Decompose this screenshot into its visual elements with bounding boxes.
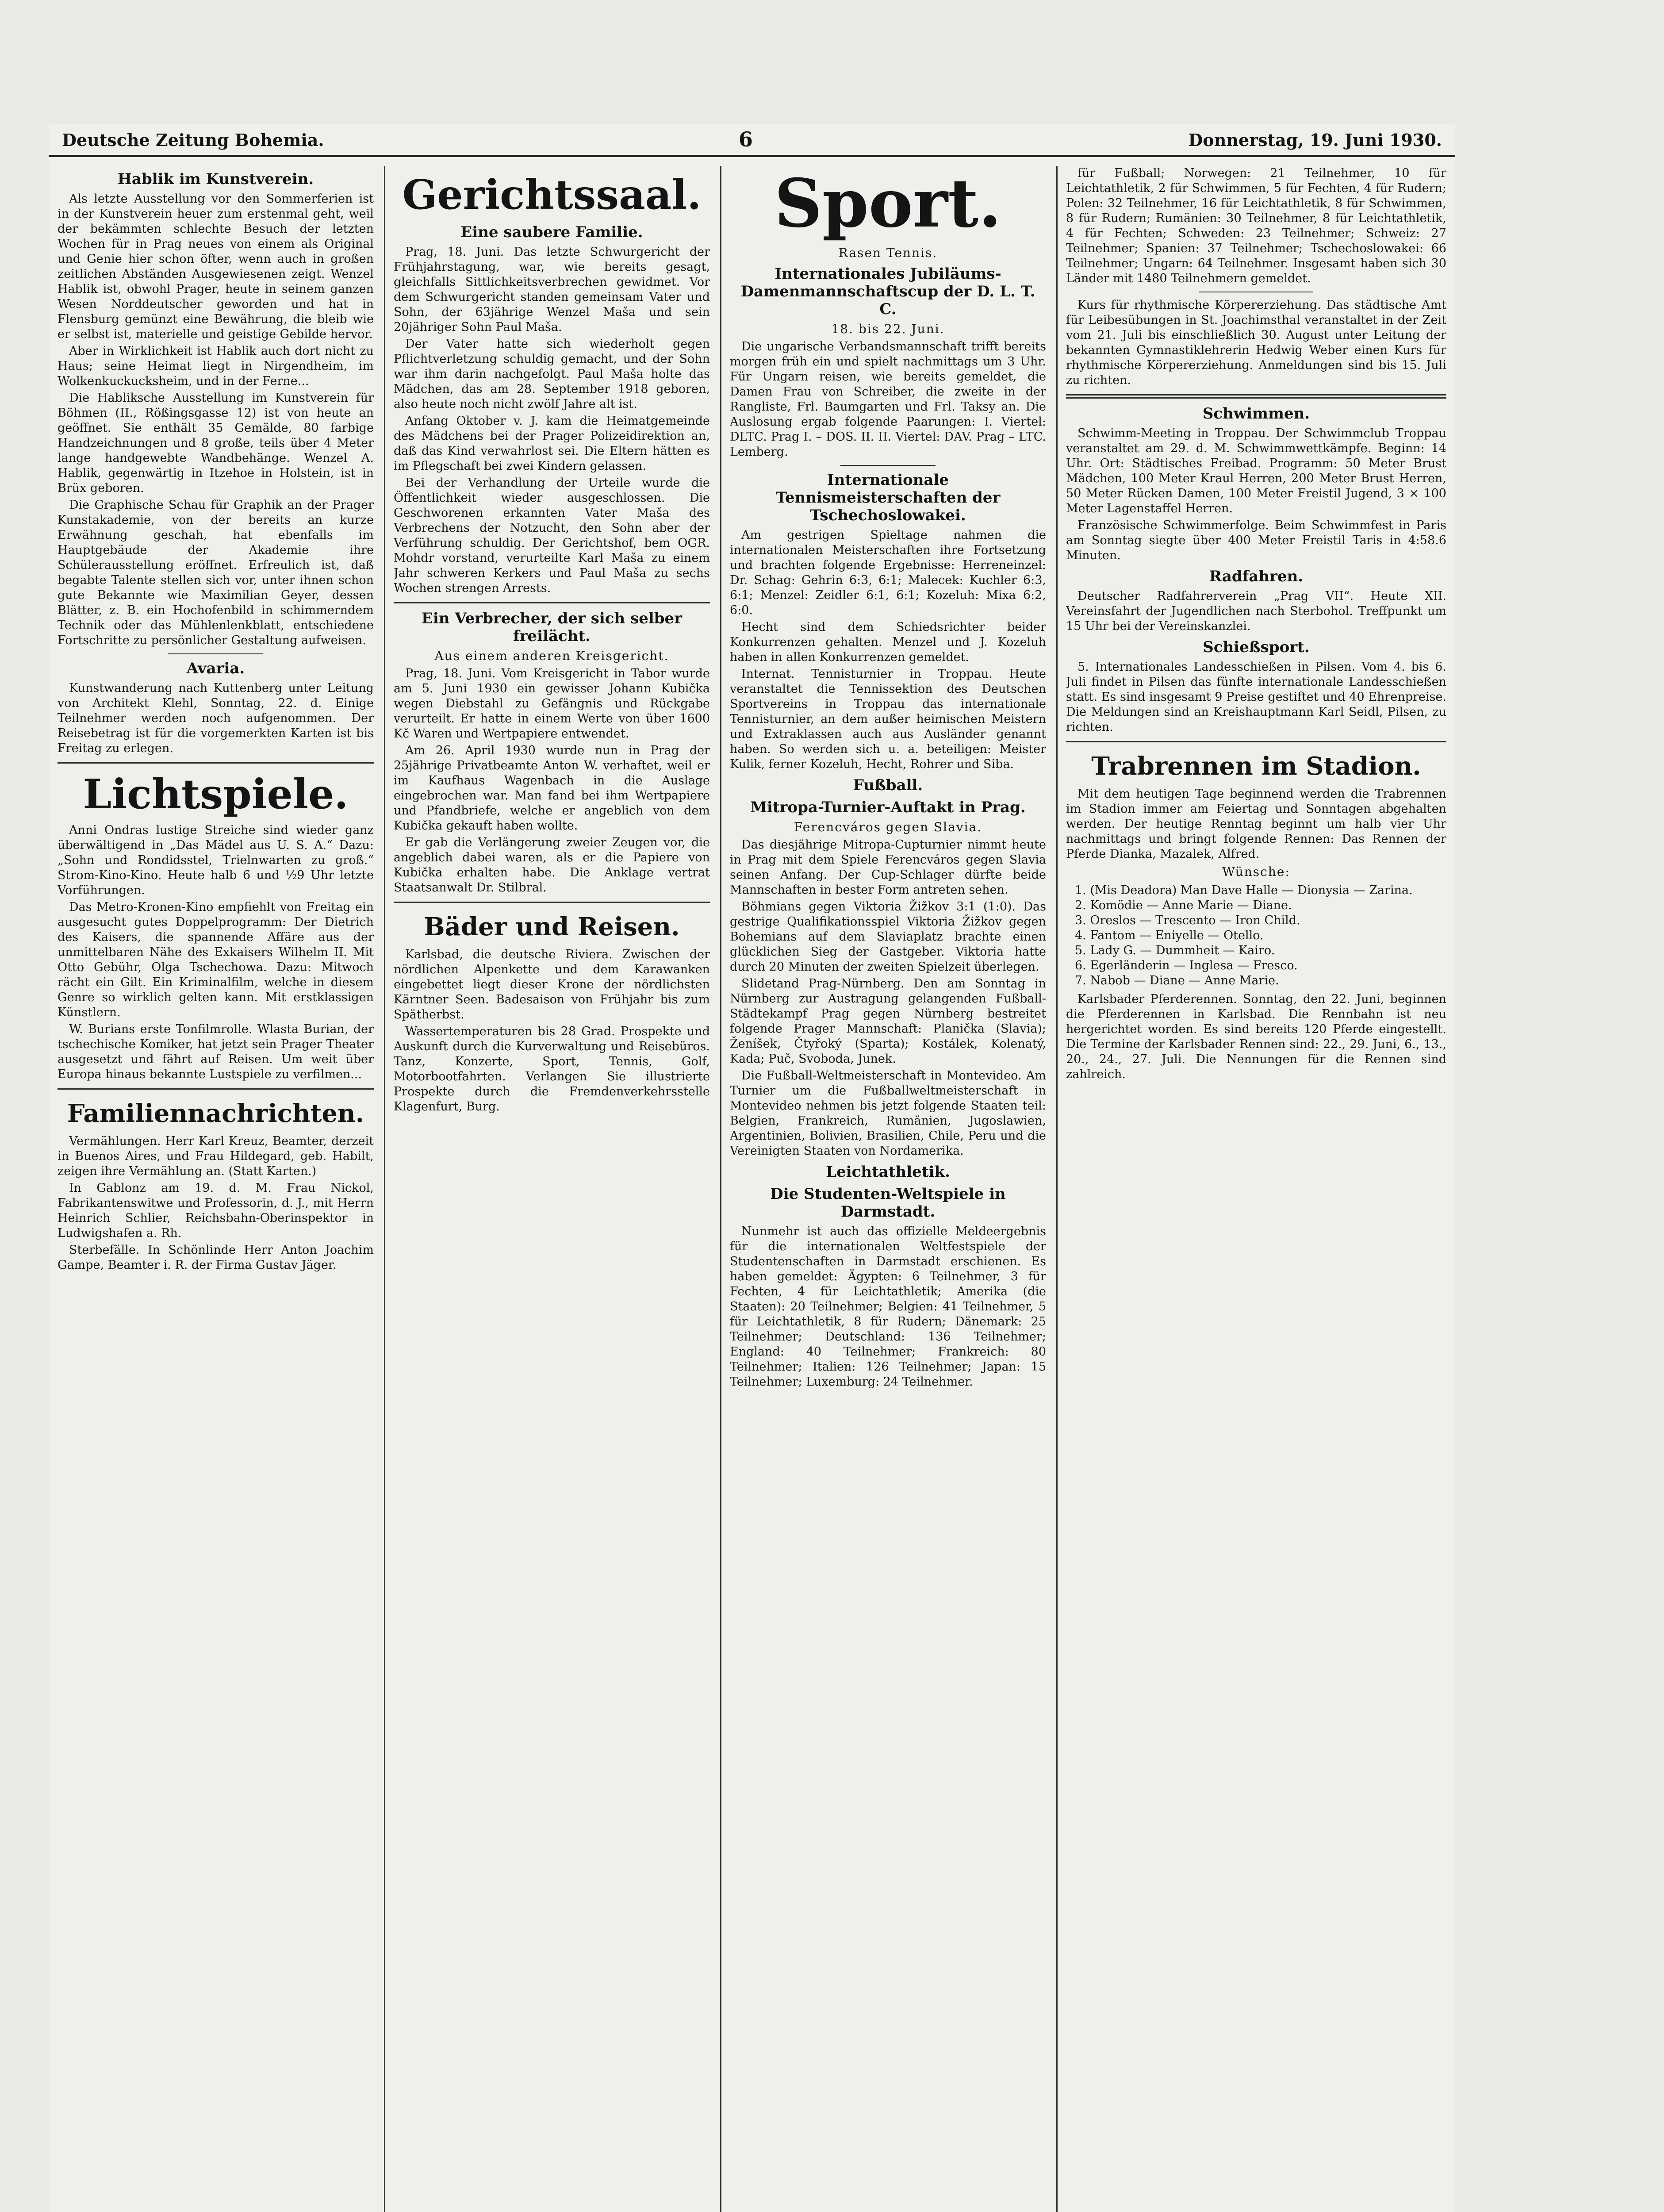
separator — [1066, 394, 1446, 399]
headline-darmstadt: Die Studenten-Weltspiele in Darmstadt. — [770, 1185, 1006, 1221]
separator — [58, 1088, 374, 1090]
section-schiesssport: Schießsport. — [1203, 638, 1310, 656]
article-paragraph: Karlsbad, die deutsche Riviera. Zwischen der nördlichen Alpenkette und dem Karawanken eingebettet liegt dieser Krone der nördlichsten Kärntner Seen. Badesaison von Frühjahr bis zum Spätherbst. — [394, 948, 710, 1022]
column-3 — [730, 166, 1046, 2212]
headline-avaria: Avaria. — [186, 660, 245, 677]
article-paragraph: Sterbefälle. In Schönlinde Herr Anton Joachim Gampe, Beamter i. R. der Firma Gustav Jäger. — [58, 1243, 374, 1272]
headline-jubilaeum: Internationales Jubiläums-Damenmannschaftscup der D. L. T. C. — [740, 265, 1035, 318]
headline-familiennachrichten: Familiennachrichten. — [67, 1099, 364, 1128]
list-item: 6. Egerländerin — Inglesa — Fresco. — [1075, 959, 1298, 972]
article-paragraph: Anfang Oktober v. J. kam die Heimatgemeinde des Mädchens bei der Prager Polizeidirektion an, daß das Kind verwahrlost sei. Die Eltern hätten es im Pflegschaft bei zwei Kindern gelassen. — [394, 414, 710, 473]
article-paragraph: Kurs für rhythmische Körpererziehung. Das städtische Amt für Leibesübungen in St. Joachimsthal veranstaltet in der Zeit vom 21. Juli bis einschließlich 30. August unter Leitung der bekannten Gymnastiklehrerin Hedwig Weber einen Kurs für rhythmische Körpererziehung. Anmeldungen sind bis 15. Juli zu richten. — [1066, 298, 1446, 387]
list-item: 2. Komödie — Anne Marie — Diane. — [1075, 899, 1292, 912]
article-paragraph: Internat. Tennisturnier in Troppau. Heute veranstaltet die Tennissektion des Deutschen Sportvereins in Troppau das internationale Tennisturnier, an dem außer heimischen Meistern und Extraklassen auch aus Ausländer genannt haben. So werden sich u. a. beteiligen: Meister Kulik, ferner Kozeluh, Hecht, Rohrer und Siba. — [730, 667, 1046, 771]
column-rule — [1056, 166, 1058, 2212]
article-paragraph: Vermählungen. Herr Karl Kreuz, Beamter, derzeit in Buenos Aires, und Frau Hildegard, geb. Habilt, zeigen ihre Vermählung an. (Statt Karten.) — [58, 1134, 374, 1178]
section-fussball: Fußball. — [853, 776, 923, 794]
article-paragraph: Deutscher Radfahrerverein „Prag VII“. Heute XII. Vereinsfahrt der Jugendlichen nach Sterbohol. Treffpunkt um 15 Uhr bei der Vereinskanzlei. — [1066, 589, 1446, 633]
article-paragraph: 5. Internationales Landesschießen in Pilsen. Vom 4. bis 6. Juli findet in Pilsen das fünfte internationale Landesschießen statt. Es sind insgesamt 9 Preise gestiftet und 40 Ehrenpreise. Die Meldungen sind an Kreishauptmann Karl Seidl, Pilsen, zu richten. — [1066, 660, 1446, 734]
headline-saubere-familie: Eine saubere Familie. — [460, 223, 643, 241]
separator — [394, 602, 710, 603]
article-paragraph: Hecht sind dem Schiedsrichter beider Konkurrenzen gehalten. Menzel und J. Kozeluh haben in allen Konkurrenzen gemeldet. — [730, 620, 1046, 664]
dates-jubilaeum: 18. bis 22. Juni. — [831, 322, 945, 336]
article-paragraph: Als letzte Ausstellung vor den Sommerferien ist in der Kunstverein heuer zum erstenmal geht, weil der bekämmten schlechte Besuch der letzten Wochen für in Prag neues von einem als Original und Genie hier schon öfter, wenn auch in großen zeitlichen Abständen Ausgewiesenen zeigt. Wenzel Hablik ist, obwohl Prager, heute in seinem ganzen Wesen Norddeutscher geworden und hat in Flensburg gemünzt eine Bewährung, die bleib wie er selbst ist, materielle und geistige Gebilde hervor. — [58, 192, 374, 341]
article-paragraph: Bei der Verhandlung der Urteile wurde die Öffentlichkeit wieder ausgeschlossen. Die Geschworenen erkannten Vater Maša des Verbrechens der Notzucht, den Sohn aber der Verführung schuldig. Der Gerichtshof, bem OGR. Mohdr vorstand, verurteilte Karl Maša zu einem Jahr schweren Kerkers und Paul Maša zu sechs Wochen strengen Arrests. — [394, 476, 710, 595]
article-paragraph: In Gablonz am 19. d. M. Frau Nickol, Fabrikantenswitwe und Professorin, d. J., mit Herrn Heinrich Schlier, Reichsbahn-Oberinspektor in Ludwigshafen a. Rh. — [58, 1181, 374, 1240]
headline-hablik: Hablik im Kunstverein. — [117, 170, 314, 188]
subheadline-verbrecher: Aus einem anderen Kreisgericht. — [434, 649, 669, 663]
winners-list — [1075, 883, 1446, 988]
headline-baeder: Bäder und Reisen. — [424, 912, 680, 941]
headline-verbrecher: Ein Verbrecher, der sich selber freilächt. — [421, 610, 682, 645]
separator — [1066, 741, 1446, 742]
list-item: 1. (Mis Deadora) Man Dave Halle — Dionysia — Zarina. — [1075, 883, 1413, 897]
issue-date: Donnerstag, 19. Juni 1930. — [1188, 130, 1442, 150]
article-paragraph: Die Habliksche Ausstellung im Kunstverein für Böhmen (II., Rößingsgasse 12) ist von heute an geöffnet. Sie enthält 35 Gemälde, 80 farbige Handzeichnungen und 8 große, teils über 4 Meter lange handgewebte Wandbehänge. Wenzel A. Hablik, gegenwärtig in Itzehoe in Holstein, ist in Brüx geboren. — [58, 391, 374, 495]
column-2 — [394, 166, 710, 2212]
headline-sport: Sport. — [774, 166, 1002, 242]
column-rule — [720, 166, 721, 2212]
article-paragraph: Am 26. April 1930 wurde nun in Prag der 25jährige Privatbeamte Anton W. verhaftet, weil er im Kaufhaus Wagenbach in die Auslage eingebrochen war. Man fand bei ihm Wertpapiere und Pfandbriefe, welche er angeblich von dem Kubička gekauft haben wollte. — [394, 744, 710, 833]
article-paragraph: für Fußball; Norwegen: 21 Teilnehmer, 10 für Leichtathletik, 2 für Schwimmen, 5 für Fechten, 4 für Rudern; Polen: 32 Teilnehmer, 16 für Leichtathletik, 8 für Schwimmen, 8 für Rudern; Rumänien: 30 Teilnehmer, 8 für Leichtathletik, 4 für Fechten; Schweden: 23 Teilnehmer; Schweiz: 27 Teilnehmer; Spanien: 37 Teilnehmer; Tschechoslowakei: 66 Teilnehmer; Ungarn: 64 Teilnehmer. Insgesamt haben sich 30 Länder mit 1480 Teilnehmern gemeldet. — [1066, 166, 1446, 285]
section-tennis: Rasen Tennis. — [838, 246, 938, 260]
headline-tennismeisterschaften: Internationale Tennismeisterschaften der Tschechoslowakei. — [775, 471, 1001, 524]
separator — [58, 762, 374, 764]
article-paragraph: Das Metro-Kronen-Kino empfiehlt von Freitag ein ausgesucht gutes Doppelprogramm: Der Dietrich des Kaisers, die spannende Affäre aus der unmittelbaren Nähe des Exkaisers Wilhelm II. Mit Otto Gebühr, Olga Tschechowa. Dazu: Mitwoch rächt ein Gilt. Ein Kriminalfilm, welche in diesem Genre so wirklich gelten kann. Mit erstklassigen Künstlern. — [58, 900, 374, 1019]
article-paragraph: Aber in Wirklichkeit ist Hablik auch dort nicht zu Haus; seine Heimat liegt in Nirgendheim, im Wolkenkuckucksheim, und in der Ferne... — [58, 344, 374, 388]
column-rule — [384, 166, 385, 2212]
separator — [840, 465, 936, 466]
article-paragraph: Wassertemperaturen bis 28 Grad. Prospekte und Auskunft durch die Kurverwaltung und Reisebüros. Tanz, Konzerte, Sport, Tennis, Golf, Motorbootfahrten. Verlangen Sie illustrierte Prospekte durch die Fremdenverkehrsstelle Klagenfurt, Burg. — [394, 1025, 710, 1114]
headline-gerichtssaal: Gerichtssaal. — [402, 171, 702, 219]
headline-lichtspiele: Lichtspiele. — [83, 770, 349, 818]
column-1 — [58, 166, 374, 2212]
article-paragraph: Schwimm-Meeting in Troppau. Der Schwimmclub Troppau veranstaltet am 29. d. M. Schwimmwettkämpfe. Beginn: 14 Uhr. Ort: Städtisches Freibad. Programm: 50 Meter Brust Mädchen, 100 Meter Kraul Herren, 200 Meter Brust Herren, 50 Meter Rücken Damen, 100 Meter Freistil Jugend, 3 × 100 Meter Lagenstaffel Herren. — [1066, 426, 1446, 515]
article-paragraph: Böhmians gegen Viktoria Žižkov 3:1 (1:0). Das gestrige Qualifikationsspiel Viktoria Žižkov gegen Bohemians auf dem Slaviaplatz brachte einen glücklichen Sieg der Gastgeber. Viktoria hatte durch 20 Minuten der zweiten Spielzeit überlegen. — [730, 900, 1046, 974]
list-item: 3. Oreslos — Trescento — Iron Child. — [1075, 914, 1300, 927]
article-paragraph: Karlsbader Pferderennen. Sonntag, den 22. Juni, beginnen die Pferderennen in Karlsbad. Die Rennbahn ist neu hergerichtet worden. Es sind bereits 120 Pferde eingestellt. Die Termine der Karlsbader Rennen sind: 22., 29. Juni, 6., 13., 20., 24., 27. Juli. Die Nennungen für die Rennen sind zahlreich. — [1066, 992, 1446, 1081]
subheadline-mitropa: Ferencváros gegen Slavia. — [794, 820, 982, 834]
separator — [394, 902, 710, 903]
section-radfahren: Radfahren. — [1209, 568, 1304, 585]
masthead — [49, 124, 1455, 157]
article-paragraph: Mit dem heutigen Tage beginnend werden die Trabrennen im Stadion immer am Feiertag und Sonntagen abgehalten werden. Der heutige Renntag beginnt um halb vier Uhr nachmittags und bringt folgende Rennen: Das Rennen der Pferde Dianka, Mazalek, Alfred. — [1066, 787, 1446, 861]
article-paragraph: Kunstwanderung nach Kuttenberg unter Leitung von Architekt Klehl, Sonntag, 22. d. Einige Teilnehmer werden noch aufgenommen. Der Reisebetrag ist für die vorgemerkten Karten ist bis Freitag zu erlegen. — [58, 681, 374, 755]
article-paragraph: Die ungarische Verbandsmannschaft trifft bereits morgen früh ein und spielt nachmittags um 3 Uhr. Für Ungarn reisen, wie bereits gemeldet, die Damen Frau von Schreiber, die zweite in der Rangliste, Frl. Baumgarten und Frl. Taksy an. Die Auslosung ergab folgende Paarungen: I. Viertel: DLTC. Prag I. – DOS. II. II. Viertel: DAV. Prag – LTC. Lemberg. — [730, 340, 1046, 459]
article-paragraph: Der Vater hatte sich wiederholt gegen Pflichtverletzung schuldig gemacht, und der Sohn war ihm darin nachgefolgt. Paul Maša holte das Mädchen, das am 28. September 1918 geboren, also heute noch nicht zwölf Jahre alt ist. — [394, 337, 710, 411]
article-paragraph: Prag, 18. Juni. Vom Kreisgericht in Tabor wurde am 5. Juni 1930 ein gewisser Johann Kubička wegen Diebstahl zu Gefängnis und Rückgabe verurteilt. Er hatte in einem Werte von über 1600 Kč Waren und Wertpapiere entwendet. — [394, 667, 710, 741]
article-paragraph: Slidetand Prag-Nürnberg. Den am Sonntag in Nürnberg zur Austragung gelangenden Fußball-Städtekampf Prag gegen Nürnberg bestreitet folgende Prager Mannschaft: Planička (Slavia); Ženíšek, Čtyřoký (Sparta); Kostálek, Kolenatý, Kada; Puč, Svoboda, Junek. — [730, 977, 1046, 1066]
article-paragraph: Das diesjährige Mitropa-Cupturnier nimmt heute in Prag mit dem Spiele Ferencváros gegen Slavia seinen Anfang. Der Cup-Schlager dürfte beide Mannschaften in bester Form antreten sehen. — [730, 838, 1046, 897]
newspaper-page — [49, 124, 1455, 2212]
paper-name: Deutsche Zeitung Bohemia. — [62, 130, 324, 150]
headline-trabrennen: Trabrennen im Stadion. — [1091, 752, 1421, 781]
article-paragraph: Französische Schwimmerfolge. Beim Schwimmfest in Paris am Sonntag siegte über 400 Meter Freistil Taris in 4:58.6 Minuten. — [1066, 518, 1446, 562]
article-paragraph: Nunmehr ist auch das offizielle Meldeergebnis für die internationalen Weltfestspiele der Studentenschaften in Darmstadt erschienen. Es haben gemeldet: Ägypten: 6 Teilnehmer, 3 für Fechten, 4 für Leichtathletik; Amerika (die Staaten): 20 Teilnehmer; Belgien: 41 Teilnehmer, 5 für Leichtathletik, 8 für Rudern; Dänemark: 25 Teilnehmer; Deutschland: 136 Teilnehmer; England: 40 Teilnehmer; Frankreich: 80 Teilnehmer; Italien: 126 Teilnehmer; Japan: 15 Teilnehmer; Luxemburg: 24 Teilnehmer. — [730, 1225, 1046, 1389]
article-paragraph: Prag, 18. Juni. Das letzte Schwurgericht der Frühjahrstagung, war, wie bereits gesagt, gleichfalls Sittlichkeitsverbrechen gewidmet. Vor dem Schwurgericht standen gemeinsam Vater und Sohn, der 63jährige Wenzel Maša und sein 20jähriger Sohn Paul Maša. — [394, 245, 710, 334]
list-item: 5. Lady G. — Dummheit — Kairo. — [1075, 944, 1275, 957]
page-number: 6 — [739, 127, 753, 151]
article-paragraph: Die Graphische Schau für Graphik an der Prager Kunstakademie, von der bereits an kurze Erwähnung geschah, hat ebenfalls im Hauptgebäude der Akademie ihre Schülerausstellung eröffnet. Erfreulich ist, daß begabte Talente stellen sich vor, unter ihnen schon gute Bekannte wie Maximilian Geyer, dessen Blätter, z. B. ein Hochofenbild in schimmerndem Technik oder das Mühlenlenkblatt, entschiedene Fortschritte zu persönlicher Gestaltung aufweisen. — [58, 498, 374, 647]
article-paragraph: Am gestrigen Spieltage nahmen die internationalen Meisterschaften ihre Fortsetzung und brachten folgende Ergebnisse: Herreneinzel: Dr. Schag: Gehrin 6:3, 6:1; Malecek: Kuchler 6:3, 6:1; Menzel: Zeidler 6:1, 6:1; Kozeluh: Mixa 6:2, 6:0. — [730, 528, 1046, 617]
section-leichtathletik: Leichtathletik. — [826, 1163, 950, 1181]
article-paragraph: Anni Ondras lustige Streiche sind wieder ganz überwältigend in „Das Mädel aus U. S. A.“ Dazu: „Sohn und Rondidsstel, Trielnwarten zu groß.“ Strom-Kino-Kino. Heute halb 6 und ½9 Uhr letzte Vorführungen. — [58, 823, 374, 897]
winners-title: Wünsche: — [1222, 864, 1290, 879]
article-paragraph: W. Burians erste Tonfilmrolle. Wlasta Burian, der tschechische Komiker, hat jetzt sein Prager Theater ausgesetzt und fährt auf Reisen. Um weit über Europa hinaus bekannte Lustspiele zu verfilmen... — [58, 1022, 374, 1081]
headline-mitropa: Mitropa-Turnier-Auftakt in Prag. — [750, 799, 1026, 816]
list-item: 4. Fantom — Eniyelle — Otello. — [1075, 929, 1264, 942]
column-4 — [1066, 166, 1446, 2212]
section-schwimmen: Schwimmen. — [1202, 405, 1310, 422]
article-paragraph: Die Fußball-Weltmeisterschaft in Montevideo. Am Turnier um die Fußballweltmeisterschaft in Montevideo nehmen bis jetzt folgende Staaten teil: Belgien, Frankreich, Rumänien, Jugoslawien, Argentinien, Bolivien, Brasilien, Chile, Peru und die Vereinigten Staaten von Nordamerika. — [730, 1069, 1046, 1158]
article-paragraph: Er gab die Verlängerung zweier Zeugen vor, die angeblich dabei waren, als er die Papiere von Kubička erhalten habe. Die Anklage vertrat Staatsanwalt Dr. Stilbral. — [394, 836, 710, 895]
separator — [168, 653, 263, 654]
list-item: 7. Nabob — Diane — Anne Marie. — [1075, 974, 1279, 987]
